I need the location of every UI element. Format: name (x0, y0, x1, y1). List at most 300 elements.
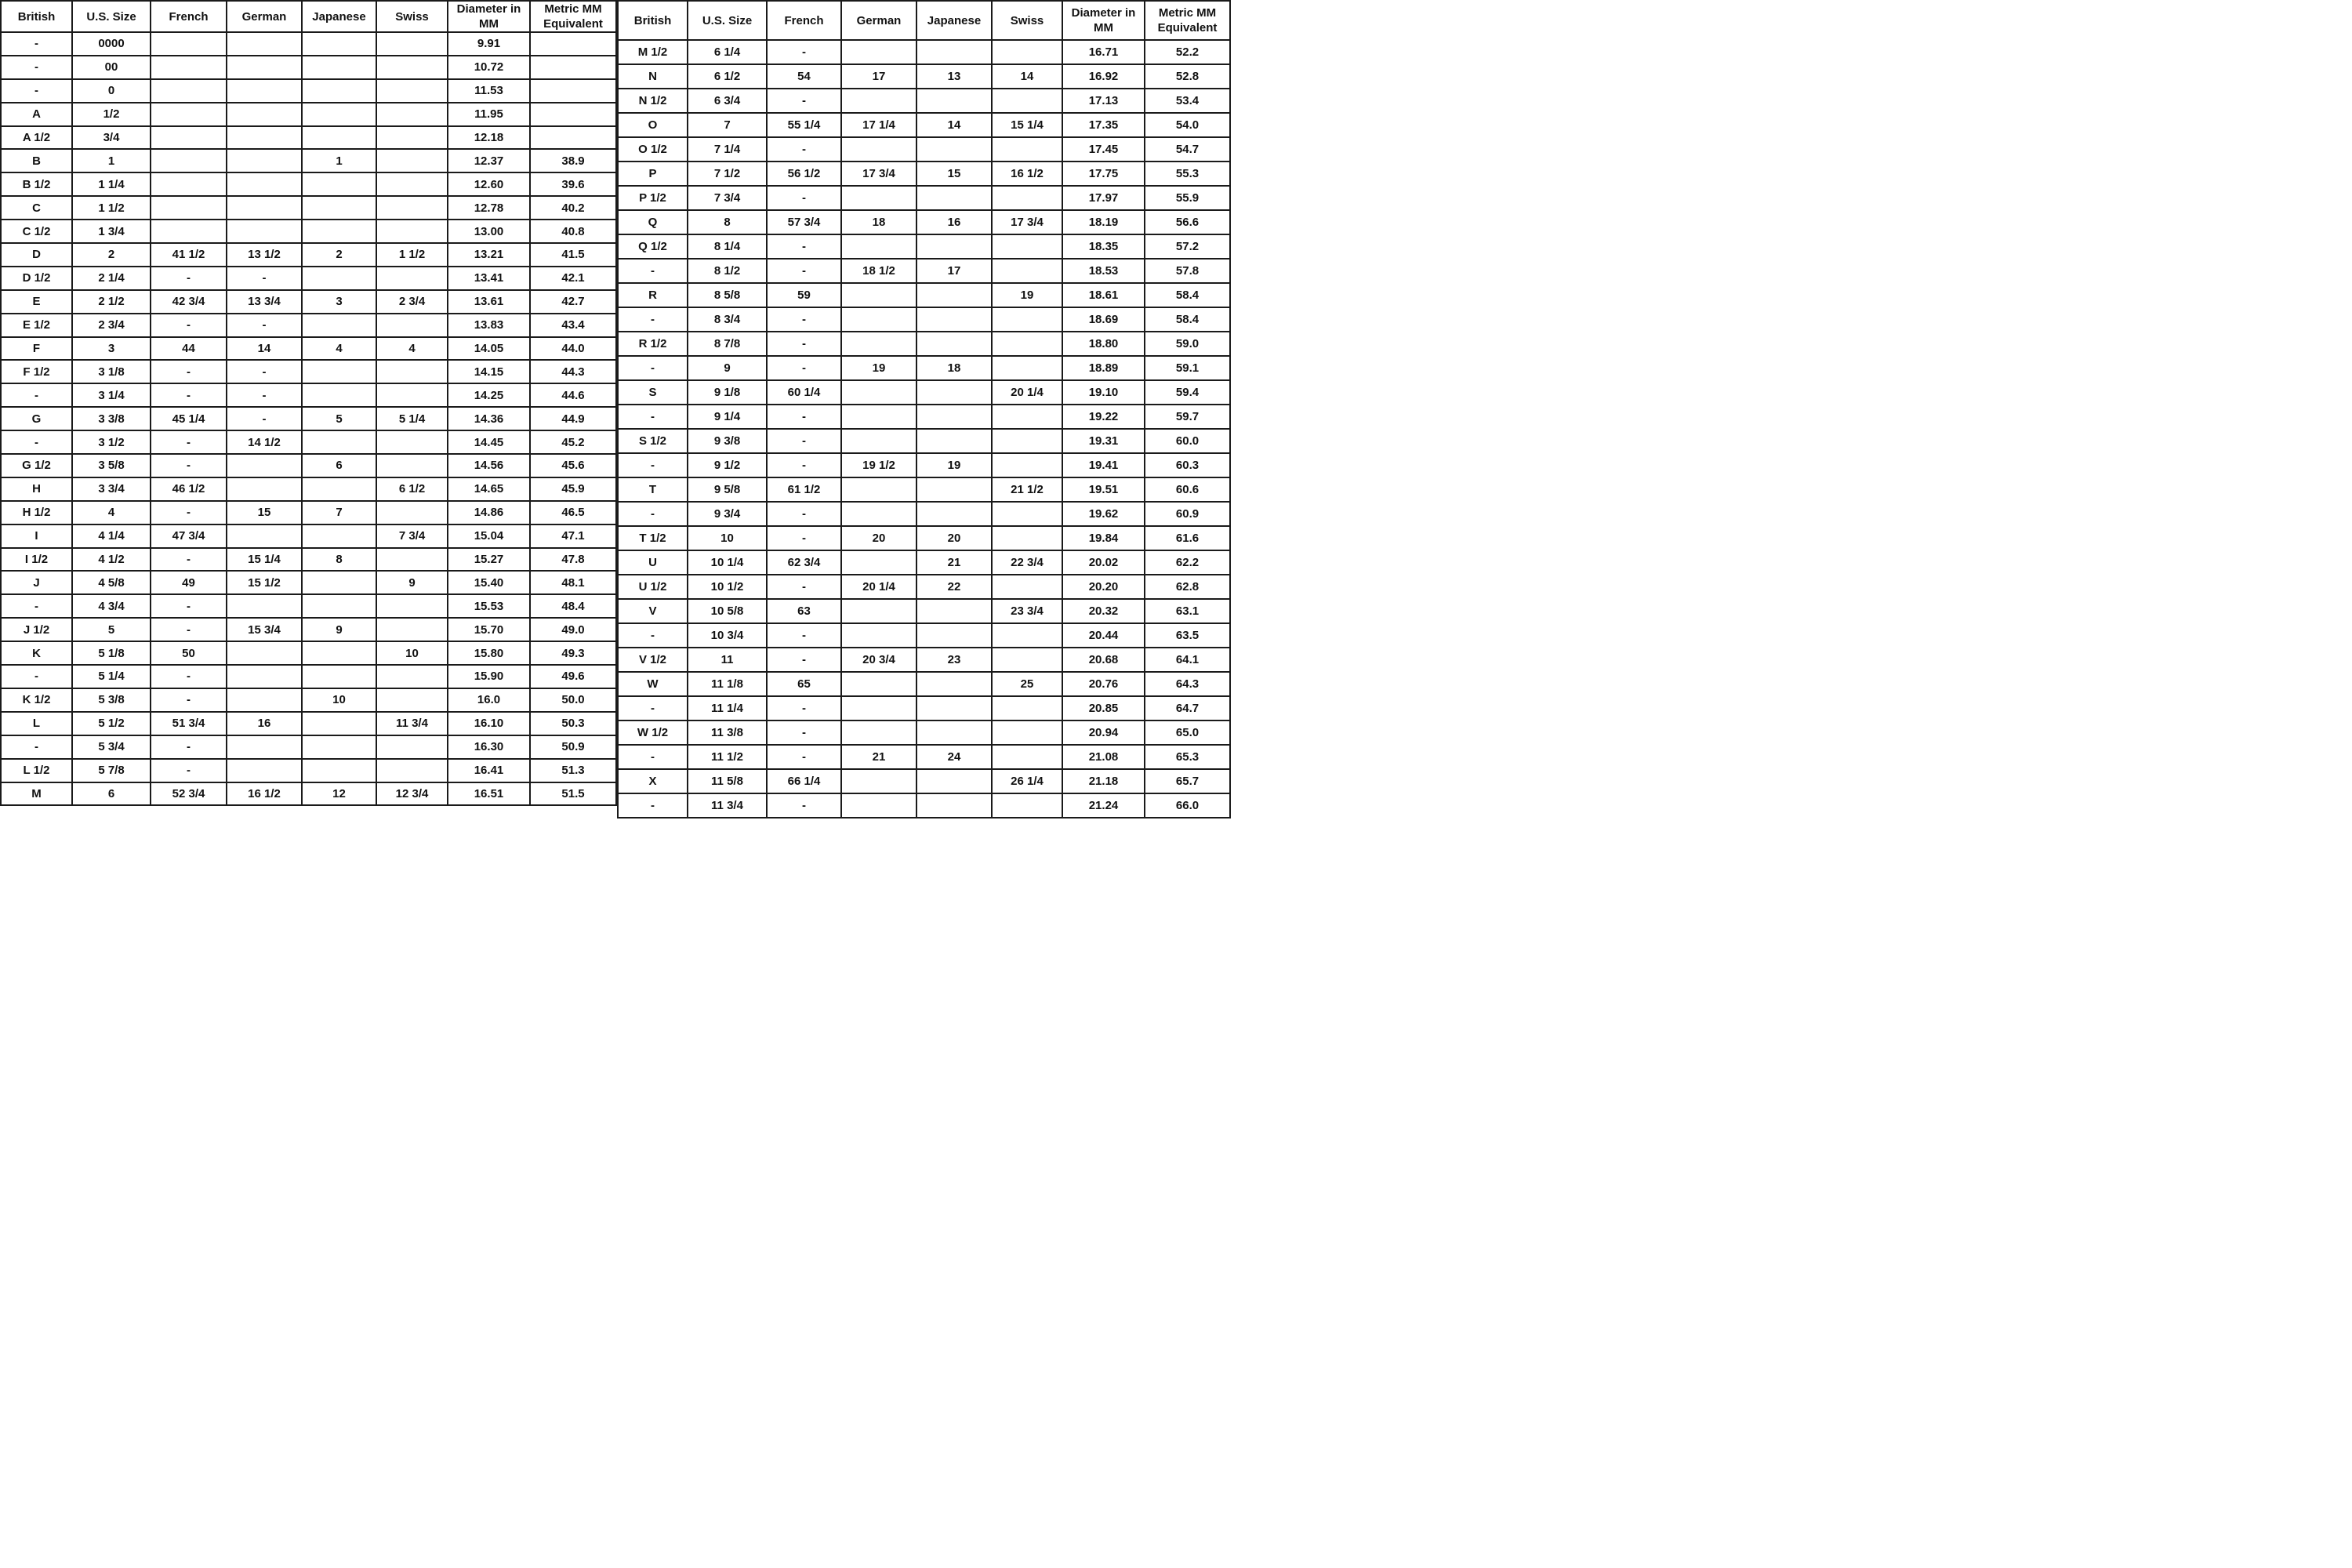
cell-german: 13 1/2 (227, 243, 302, 267)
cell-diameter-mm: 13.61 (448, 290, 530, 314)
cell-german (227, 196, 302, 220)
cell-us-size: 7 1/4 (688, 137, 767, 162)
cell-us-size: 4 (72, 501, 151, 524)
table-row (1, 430, 616, 454)
cell-metric-mm: 41.5 (530, 243, 616, 267)
cell-us-size: 8 7/8 (688, 332, 767, 356)
cell-diameter-mm: 11.53 (448, 79, 530, 103)
cell-german: 17 3/4 (841, 162, 916, 186)
cell-french: - (767, 234, 841, 259)
table-row (1, 149, 616, 172)
cell-japanese (302, 641, 376, 665)
cell-japanese: 20 (916, 526, 992, 550)
cell-us-size: 10 5/8 (688, 599, 767, 623)
cell-german: 15 1/4 (227, 548, 302, 572)
cell-german (841, 793, 916, 818)
cell-french: - (151, 454, 227, 477)
cell-metric-mm: 60.3 (1145, 453, 1230, 477)
cell-british: V 1/2 (618, 648, 688, 672)
cell-british: J (1, 571, 72, 594)
table-row (618, 575, 1230, 599)
cell-british: Q (618, 210, 688, 234)
cell-metric-mm: 48.4 (530, 594, 616, 618)
cell-japanese (302, 220, 376, 243)
cell-japanese (302, 126, 376, 150)
cell-british: R (618, 283, 688, 307)
cell-us-size: 9 3/8 (688, 429, 767, 453)
cell-french: 57 3/4 (767, 210, 841, 234)
cell-french: - (151, 267, 227, 290)
cell-german (841, 307, 916, 332)
cell-diameter-mm: 18.80 (1062, 332, 1145, 356)
cell-swiss (376, 314, 448, 337)
cell-japanese (302, 196, 376, 220)
cell-british: M 1/2 (618, 40, 688, 64)
cell-swiss: 2 3/4 (376, 290, 448, 314)
cell-japanese: 4 (302, 337, 376, 361)
cell-swiss (376, 594, 448, 618)
cell-swiss (376, 618, 448, 641)
cell-japanese (916, 283, 992, 307)
cell-french (151, 56, 227, 79)
column-header-metric-mm: Metric MM Equivalent (530, 1, 616, 32)
table-header (618, 1, 1230, 40)
cell-swiss: 11 3/4 (376, 712, 448, 735)
cell-japanese (916, 429, 992, 453)
cell-german: 19 1/2 (841, 453, 916, 477)
cell-german (841, 137, 916, 162)
table-row (1, 477, 616, 501)
cell-german (227, 594, 302, 618)
cell-japanese: 2 (302, 243, 376, 267)
cell-swiss: 23 3/4 (992, 599, 1062, 623)
cell-german (227, 79, 302, 103)
cell-french (151, 149, 227, 172)
cell-diameter-mm: 17.13 (1062, 89, 1145, 113)
table-row (618, 332, 1230, 356)
cell-diameter-mm: 19.41 (1062, 453, 1145, 477)
cell-german (227, 220, 302, 243)
cell-french: 41 1/2 (151, 243, 227, 267)
cell-swiss (992, 648, 1062, 672)
cell-swiss (376, 665, 448, 688)
cell-japanese (302, 79, 376, 103)
cell-german (227, 454, 302, 477)
cell-swiss (992, 793, 1062, 818)
cell-us-size: 9 1/8 (688, 380, 767, 405)
cell-swiss (376, 149, 448, 172)
cell-japanese: 19 (916, 453, 992, 477)
cell-swiss: 26 1/4 (992, 769, 1062, 793)
cell-british: L 1/2 (1, 759, 72, 782)
table-row (1, 712, 616, 735)
cell-us-size: 1 1/2 (72, 196, 151, 220)
table-row (1, 220, 616, 243)
cell-japanese (916, 720, 992, 745)
cell-german (841, 429, 916, 453)
cell-french: - (151, 759, 227, 782)
cell-french: 49 (151, 571, 227, 594)
cell-german (841, 405, 916, 429)
cell-british: - (618, 696, 688, 720)
cell-us-size: 3 3/4 (72, 477, 151, 501)
cell-german (227, 149, 302, 172)
cell-british: G 1/2 (1, 454, 72, 477)
cell-swiss (376, 172, 448, 196)
cell-metric-mm: 50.0 (530, 688, 616, 712)
cell-british: - (618, 356, 688, 380)
cell-swiss (376, 548, 448, 572)
cell-german: 15 1/2 (227, 571, 302, 594)
cell-german: 21 (841, 745, 916, 769)
cell-us-size: 2 1/4 (72, 267, 151, 290)
cell-french: 63 (767, 599, 841, 623)
cell-swiss (992, 307, 1062, 332)
column-header-swiss: Swiss (376, 1, 448, 32)
cell-french: - (767, 89, 841, 113)
cell-japanese (302, 759, 376, 782)
table-row (1, 594, 616, 618)
table-row (618, 720, 1230, 745)
cell-german: 20 1/4 (841, 575, 916, 599)
table-row (1, 314, 616, 337)
cell-us-size: 4 3/4 (72, 594, 151, 618)
cell-metric-mm: 46.5 (530, 501, 616, 524)
cell-french: - (767, 623, 841, 648)
cell-japanese (302, 56, 376, 79)
cell-german (841, 477, 916, 502)
cell-us-size: 1 3/4 (72, 220, 151, 243)
cell-metric-mm: 47.8 (530, 548, 616, 572)
cell-diameter-mm: 13.21 (448, 243, 530, 267)
cell-diameter-mm: 12.18 (448, 126, 530, 150)
cell-metric-mm: 49.3 (530, 641, 616, 665)
cell-french: - (151, 383, 227, 407)
table-row (618, 162, 1230, 186)
cell-diameter-mm: 18.69 (1062, 307, 1145, 332)
cell-british: M (1, 782, 72, 806)
cell-british: - (1, 430, 72, 454)
cell-japanese (916, 307, 992, 332)
cell-us-size: 5 7/8 (72, 759, 151, 782)
cell-german (841, 380, 916, 405)
cell-swiss (376, 501, 448, 524)
cell-swiss (376, 267, 448, 290)
cell-japanese: 16 (916, 210, 992, 234)
cell-japanese (916, 380, 992, 405)
cell-japanese (916, 599, 992, 623)
cell-swiss: 17 3/4 (992, 210, 1062, 234)
cell-diameter-mm: 15.90 (448, 665, 530, 688)
cell-swiss (376, 383, 448, 407)
table-row (618, 745, 1230, 769)
cell-french: - (151, 548, 227, 572)
cell-japanese: 13 (916, 64, 992, 89)
cell-german: 20 (841, 526, 916, 550)
cell-japanese (916, 405, 992, 429)
cell-us-size: 10 3/4 (688, 623, 767, 648)
table-row (618, 307, 1230, 332)
cell-british: - (1, 56, 72, 79)
cell-french: 54 (767, 64, 841, 89)
cell-german (227, 56, 302, 79)
cell-diameter-mm: 13.41 (448, 267, 530, 290)
cell-us-size: 11 (688, 648, 767, 672)
cell-swiss: 4 (376, 337, 448, 361)
cell-metric-mm: 64.7 (1145, 696, 1230, 720)
cell-swiss: 25 (992, 672, 1062, 696)
cell-diameter-mm: 14.36 (448, 407, 530, 430)
cell-metric-mm: 60.9 (1145, 502, 1230, 526)
cell-british: E 1/2 (1, 314, 72, 337)
cell-german (227, 735, 302, 759)
cell-french: - (767, 745, 841, 769)
cell-japanese: 8 (302, 548, 376, 572)
cell-swiss: 16 1/2 (992, 162, 1062, 186)
cell-diameter-mm: 19.62 (1062, 502, 1145, 526)
cell-swiss (992, 526, 1062, 550)
column-header-french: French (767, 1, 841, 40)
cell-british: H (1, 477, 72, 501)
cell-us-size: 3 5/8 (72, 454, 151, 477)
cell-french: 46 1/2 (151, 477, 227, 501)
cell-british: - (618, 307, 688, 332)
cell-british: - (618, 502, 688, 526)
ring-size-table-left (0, 0, 617, 806)
cell-french: - (151, 314, 227, 337)
cell-japanese (916, 793, 992, 818)
table-header (1, 1, 616, 32)
table-row (1, 337, 616, 361)
cell-german (841, 332, 916, 356)
cell-diameter-mm: 20.44 (1062, 623, 1145, 648)
header-row (1, 1, 616, 32)
cell-japanese (916, 477, 992, 502)
cell-french: - (151, 618, 227, 641)
cell-diameter-mm: 13.83 (448, 314, 530, 337)
table-row (618, 429, 1230, 453)
cell-japanese: 12 (302, 782, 376, 806)
cell-french: 65 (767, 672, 841, 696)
cell-swiss (992, 405, 1062, 429)
cell-us-size: 3/4 (72, 126, 151, 150)
cell-japanese (302, 103, 376, 126)
cell-metric-mm: 42.1 (530, 267, 616, 290)
cell-us-size: 5 3/8 (72, 688, 151, 712)
cell-french: - (767, 526, 841, 550)
cell-metric-mm: 42.7 (530, 290, 616, 314)
cell-diameter-mm: 16.0 (448, 688, 530, 712)
cell-british: - (1, 594, 72, 618)
cell-metric-mm: 65.0 (1145, 720, 1230, 745)
cell-diameter-mm: 14.65 (448, 477, 530, 501)
table-row (618, 137, 1230, 162)
cell-german (841, 89, 916, 113)
cell-metric-mm (530, 79, 616, 103)
cell-french: - (767, 429, 841, 453)
cell-metric-mm: 62.2 (1145, 550, 1230, 575)
cell-british: P (618, 162, 688, 186)
cell-german (227, 32, 302, 56)
table-row (618, 283, 1230, 307)
cell-french: - (767, 405, 841, 429)
table-row (1, 501, 616, 524)
cell-french: - (767, 502, 841, 526)
cell-british: V (618, 599, 688, 623)
cell-japanese: 7 (302, 501, 376, 524)
cell-diameter-mm: 16.71 (1062, 40, 1145, 64)
cell-diameter-mm: 18.89 (1062, 356, 1145, 380)
cell-swiss (376, 360, 448, 383)
cell-diameter-mm: 15.27 (448, 548, 530, 572)
cell-metric-mm: 50.9 (530, 735, 616, 759)
table-row (1, 407, 616, 430)
cell-british: G (1, 407, 72, 430)
cell-british: F 1/2 (1, 360, 72, 383)
cell-metric-mm: 52.2 (1145, 40, 1230, 64)
cell-swiss (376, 759, 448, 782)
cell-us-size: 9 (688, 356, 767, 380)
cell-british: N (618, 64, 688, 89)
cell-german: 20 3/4 (841, 648, 916, 672)
cell-metric-mm: 45.2 (530, 430, 616, 454)
cell-british: J 1/2 (1, 618, 72, 641)
cell-us-size: 9 1/4 (688, 405, 767, 429)
table-row (618, 453, 1230, 477)
cell-metric-mm: 57.2 (1145, 234, 1230, 259)
cell-german: - (227, 383, 302, 407)
cell-french: - (767, 137, 841, 162)
cell-british: O (618, 113, 688, 137)
cell-french: - (767, 793, 841, 818)
cell-british: U 1/2 (618, 575, 688, 599)
cell-diameter-mm: 19.22 (1062, 405, 1145, 429)
cell-japanese (302, 314, 376, 337)
cell-us-size: 7 1/2 (688, 162, 767, 186)
cell-japanese (302, 430, 376, 454)
cell-us-size: 11 1/8 (688, 672, 767, 696)
cell-diameter-mm: 16.10 (448, 712, 530, 735)
table-row (618, 405, 1230, 429)
cell-us-size: 5 3/4 (72, 735, 151, 759)
cell-british: S 1/2 (618, 429, 688, 453)
cell-diameter-mm: 18.53 (1062, 259, 1145, 283)
table-row (1, 172, 616, 196)
cell-metric-mm: 61.6 (1145, 526, 1230, 550)
cell-metric-mm: 55.3 (1145, 162, 1230, 186)
cell-british: - (1, 665, 72, 688)
cell-swiss (992, 453, 1062, 477)
cell-us-size: 3 1/8 (72, 360, 151, 383)
cell-french: 51 3/4 (151, 712, 227, 735)
cell-metric-mm: 65.7 (1145, 769, 1230, 793)
cell-us-size: 7 (688, 113, 767, 137)
cell-british: O 1/2 (618, 137, 688, 162)
cell-french: - (767, 332, 841, 356)
cell-british: K (1, 641, 72, 665)
cell-british: H 1/2 (1, 501, 72, 524)
cell-german: - (227, 360, 302, 383)
cell-german: 17 1/4 (841, 113, 916, 137)
cell-japanese: 22 (916, 575, 992, 599)
cell-french: 44 (151, 337, 227, 361)
cell-british: - (618, 623, 688, 648)
cell-french: 42 3/4 (151, 290, 227, 314)
cell-metric-mm: 44.3 (530, 360, 616, 383)
cell-us-size: 5 (72, 618, 151, 641)
cell-metric-mm: 44.9 (530, 407, 616, 430)
cell-japanese (302, 477, 376, 501)
cell-us-size: 11 3/8 (688, 720, 767, 745)
cell-japanese (302, 267, 376, 290)
table-row (1, 571, 616, 594)
cell-metric-mm: 39.6 (530, 172, 616, 196)
cell-french: - (151, 735, 227, 759)
cell-german (841, 502, 916, 526)
cell-swiss: 9 (376, 571, 448, 594)
table-row (618, 623, 1230, 648)
cell-diameter-mm: 9.91 (448, 32, 530, 56)
cell-us-size: 9 1/2 (688, 453, 767, 477)
cell-us-size: 4 1/4 (72, 524, 151, 548)
column-header-diameter-mm: Diameter in MM (448, 1, 530, 32)
cell-british: W 1/2 (618, 720, 688, 745)
table-row (1, 243, 616, 267)
table-row (1, 735, 616, 759)
column-header-british: British (618, 1, 688, 40)
table-row (618, 502, 1230, 526)
cell-swiss (376, 103, 448, 126)
cell-metric-mm: 51.5 (530, 782, 616, 806)
cell-swiss (376, 430, 448, 454)
cell-japanese (916, 623, 992, 648)
cell-diameter-mm: 12.37 (448, 149, 530, 172)
cell-metric-mm: 62.8 (1145, 575, 1230, 599)
cell-japanese (916, 40, 992, 64)
cell-metric-mm: 51.3 (530, 759, 616, 782)
cell-british: A 1/2 (1, 126, 72, 150)
table-row (1, 618, 616, 641)
table-row (618, 380, 1230, 405)
cell-diameter-mm: 21.24 (1062, 793, 1145, 818)
table-row (618, 113, 1230, 137)
cell-german (227, 688, 302, 712)
cell-german: - (227, 407, 302, 430)
cell-us-size: 3 1/4 (72, 383, 151, 407)
cell-diameter-mm: 21.18 (1062, 769, 1145, 793)
table-row (618, 356, 1230, 380)
cell-diameter-mm: 11.95 (448, 103, 530, 126)
cell-us-size: 10 (688, 526, 767, 550)
cell-diameter-mm: 19.84 (1062, 526, 1145, 550)
cell-us-size: 5 1/2 (72, 712, 151, 735)
cell-swiss (992, 356, 1062, 380)
cell-japanese (302, 665, 376, 688)
cell-french: 56 1/2 (767, 162, 841, 186)
cell-japanese: 17 (916, 259, 992, 283)
cell-british: - (1, 32, 72, 56)
cell-us-size: 5 1/4 (72, 665, 151, 688)
cell-swiss: 10 (376, 641, 448, 665)
cell-french: 66 1/4 (767, 769, 841, 793)
cell-us-size: 8 5/8 (688, 283, 767, 307)
cell-swiss (376, 688, 448, 712)
cell-japanese (916, 696, 992, 720)
cell-british: W (618, 672, 688, 696)
cell-diameter-mm: 17.35 (1062, 113, 1145, 137)
cell-german: 14 (227, 337, 302, 361)
cell-japanese (302, 360, 376, 383)
